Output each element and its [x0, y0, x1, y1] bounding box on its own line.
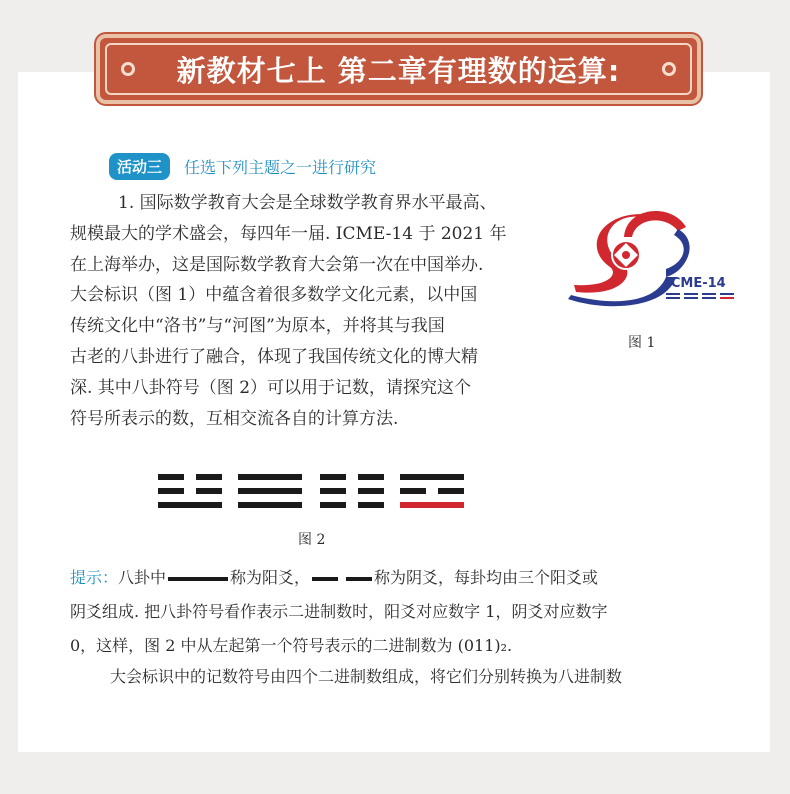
yang-line — [238, 474, 302, 480]
main-paragraph — [70, 188, 562, 434]
yang-line — [158, 502, 222, 508]
paragraph-line: 1. 国际数学教育大会是全球数学教育界水平最高、 — [118, 193, 497, 213]
yin-line-segment — [196, 488, 222, 494]
yin-line-segment — [320, 502, 346, 508]
figure-2-caption: 图 2 — [298, 532, 326, 548]
hint-label: 提示： — [70, 568, 119, 587]
activity-header — [109, 153, 376, 180]
activity-title: 任选下列主题之一进行研究 — [184, 158, 377, 177]
paragraph-line: 传统文化中“洛书”与“河图”为原本，并将其与我国 — [70, 316, 445, 337]
yin-line-segment — [358, 474, 384, 480]
paragraph-line: 在上海举办，这是国际数学教育大会第一次在中国举办. — [70, 254, 484, 275]
activity-tag: 活动三 — [109, 153, 170, 180]
yin-line-segment — [358, 502, 384, 508]
paragraph-line: 大会标识（图 1）中蕴含着很多数学文化元素，以中国 — [70, 285, 478, 306]
yin-line-segment — [158, 488, 184, 494]
yang-line — [400, 502, 464, 508]
trigram-symbol — [158, 474, 222, 512]
yang-line — [238, 502, 302, 508]
closing-line: 大会标识中的记数符号由四个二进制数组成，将它们分别转换为八进制数 — [110, 667, 623, 686]
yin-line-segment — [196, 474, 222, 480]
logo-text: ICME-14 — [666, 276, 726, 291]
trigram-symbol — [238, 474, 302, 512]
hint-text: 八卦中 — [118, 568, 167, 587]
trigram-symbol — [320, 474, 384, 512]
yang-line — [400, 474, 464, 480]
paragraph-line: 古老的八卦进行了融合，体现了我国传统文化的博大精 — [70, 346, 478, 367]
hint-text: 称为阴爻，每卦均由三个阳爻或 — [374, 568, 599, 587]
hint-line-3: 0，这样，图 2 中从左起第一个符号表示的二进制数为 (011)₂. — [70, 636, 513, 655]
yin-line-icon — [312, 577, 372, 581]
yin-line-segment — [400, 488, 426, 494]
yang-line — [238, 488, 302, 494]
paragraph-line: 深. 其中八卦符号（图 2）可以用于记数，请探究这个 — [70, 377, 472, 398]
icme-14-logo — [566, 207, 736, 309]
banner-ornament-left — [121, 62, 135, 76]
figure-1-caption: 图 1 — [628, 335, 656, 351]
banner-ornament-right — [662, 62, 676, 76]
trigram-symbol — [400, 474, 464, 512]
paragraph-line: 规模最大的学术盛会，每四年一届. ICME-14 于 2021 年 — [70, 223, 507, 244]
hint-text: 称为阳爻， — [230, 568, 311, 587]
hint-line-2: 阴爻组成. 把八卦符号看作表示二进制数时，阳爻对应数字 1，阴爻对应数字 — [70, 602, 608, 621]
hint-line-1 — [70, 561, 750, 595]
yin-line-segment — [320, 474, 346, 480]
paragraph-line: 符号所表示的数，互相交流各自的计算方法. — [70, 408, 399, 429]
yin-line-segment — [158, 474, 184, 480]
yin-line-segment — [320, 488, 346, 494]
hint-block — [70, 561, 750, 663]
banner-title: 新教材七上 第二章有理数的运算: — [176, 53, 621, 88]
yin-line-segment — [358, 488, 384, 494]
banner-frame — [105, 43, 692, 95]
yang-line-icon — [168, 577, 228, 581]
title-banner — [96, 34, 701, 104]
yin-line-segment — [438, 488, 464, 494]
